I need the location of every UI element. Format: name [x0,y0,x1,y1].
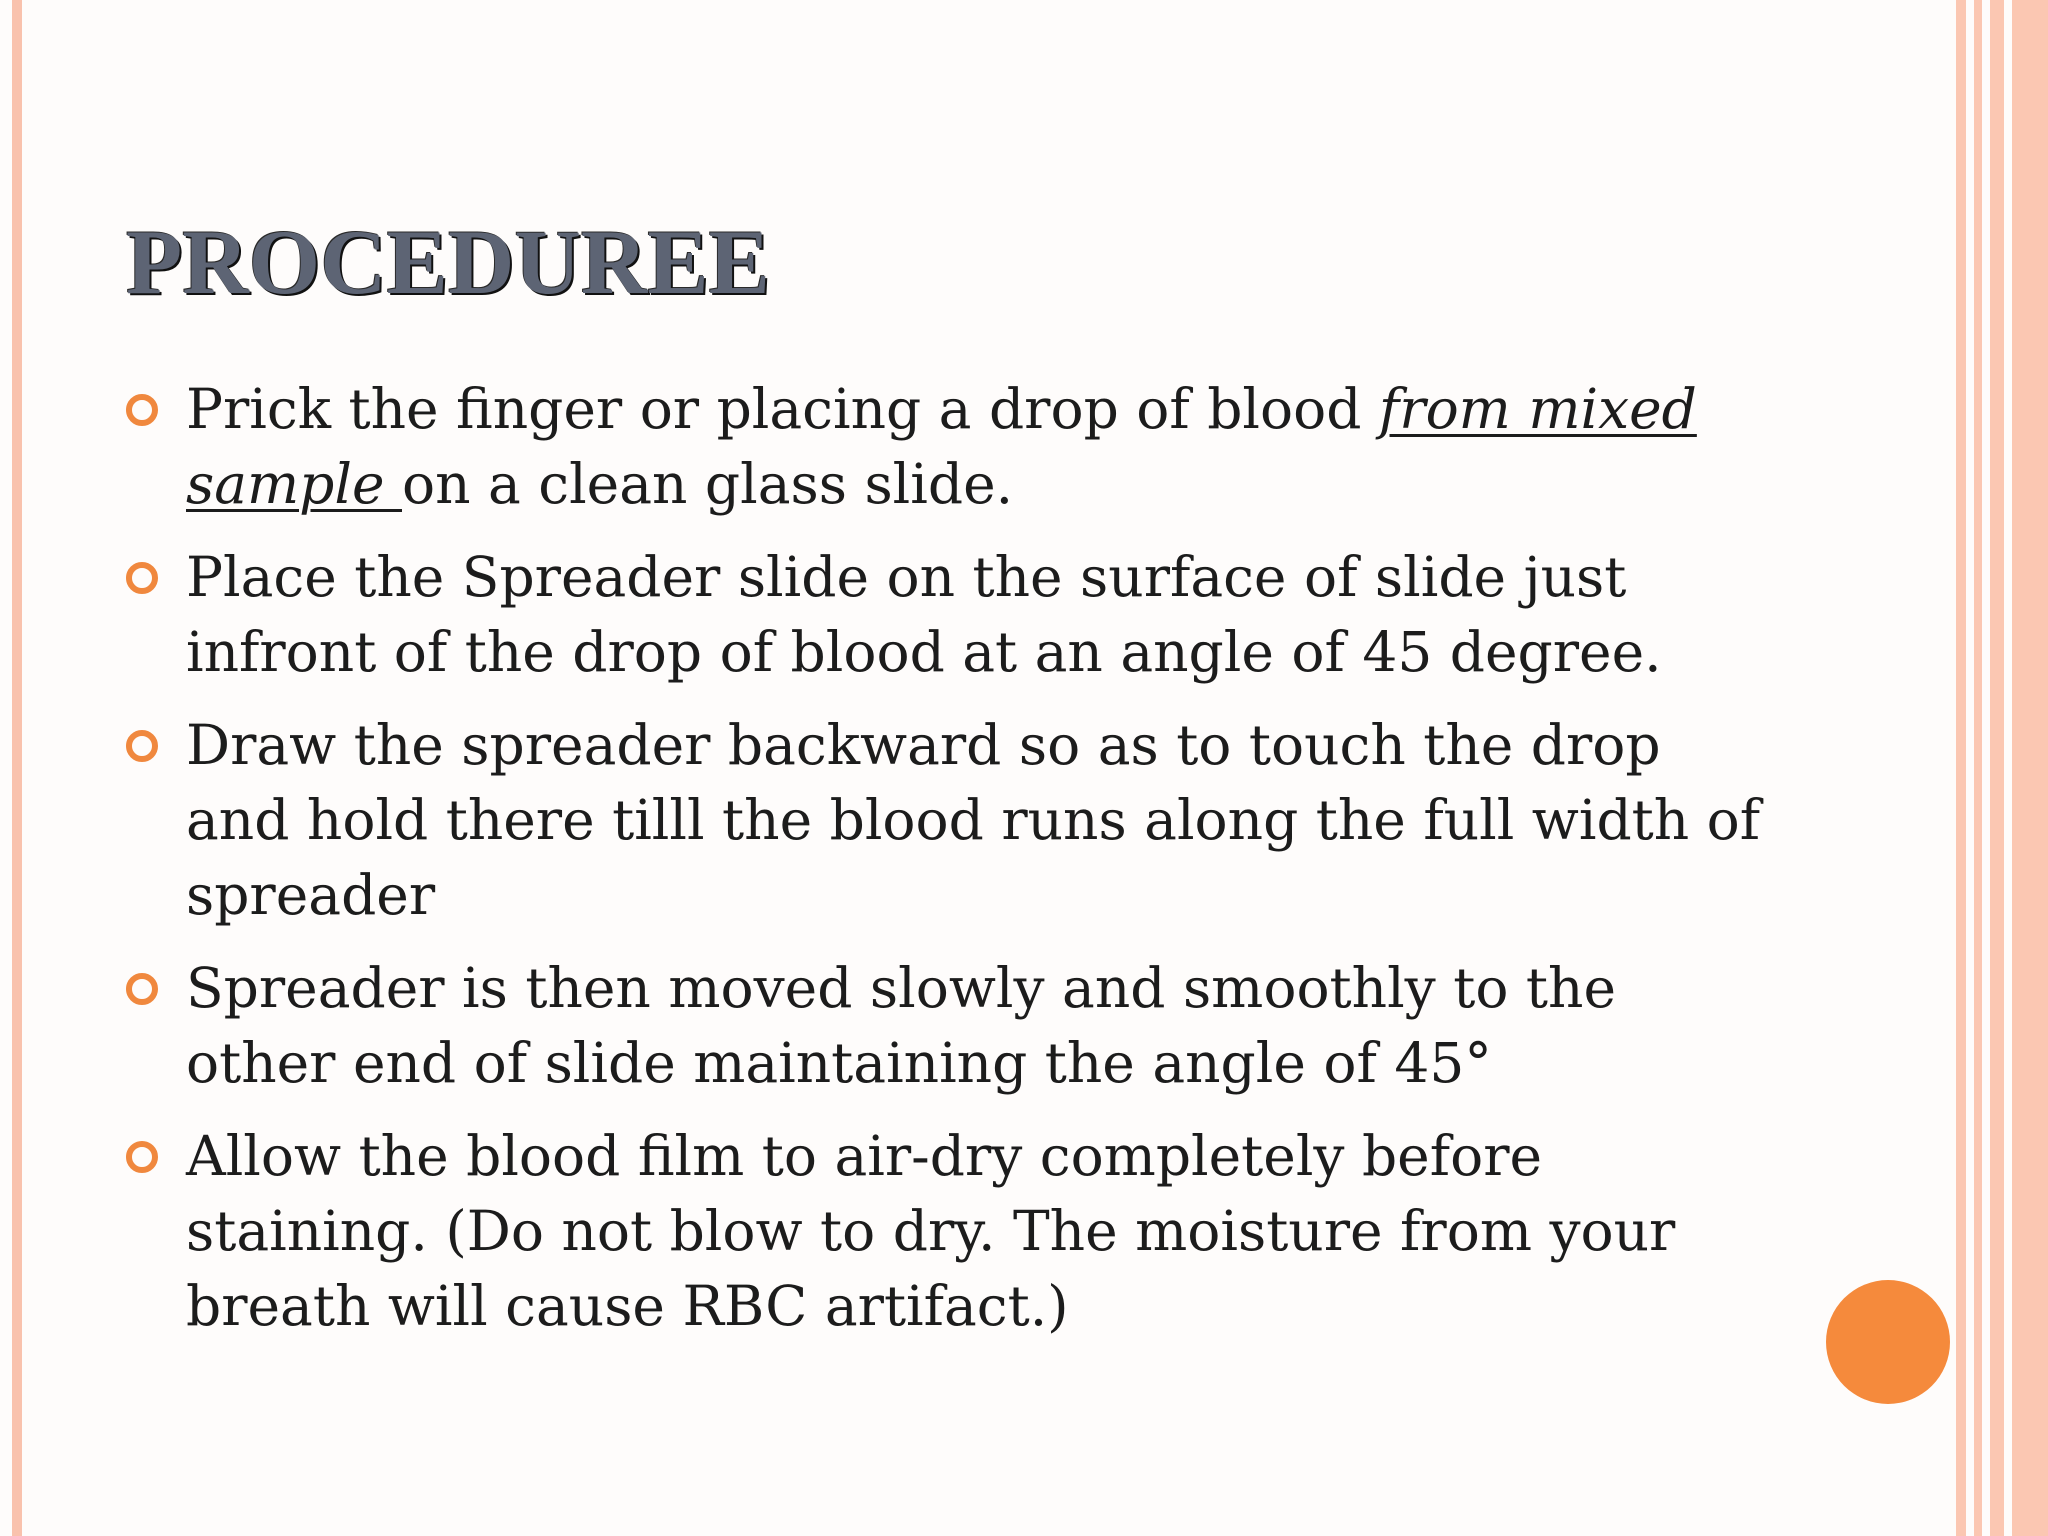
right-border-stripe-3 [1990,0,2004,1536]
bullet-item-1 [126,372,1766,522]
orange-circle-decoration [1826,1280,1950,1404]
hollow-circle-bullet-icon [126,1141,158,1173]
hollow-circle-bullet-icon [126,730,158,762]
right-border-stripe-4 [2012,0,2048,1536]
bullet-item-5 [126,1119,1766,1344]
hollow-circle-bullet-icon [126,394,158,426]
right-border-stripe-2 [1974,0,1982,1536]
bullet-item-4 [126,951,1766,1101]
hollow-circle-bullet-icon [126,973,158,1005]
bullet-text: Allow the blood film to air-dry completely before staining. (Do not blow to dry. The moisture from your breath will cause RBC artifact.) [186,1124,1676,1338]
bullet-list [126,372,1766,1362]
hollow-circle-bullet-icon [126,562,158,594]
bullet-item-2 [126,540,1766,690]
bullet-text: Draw the spreader backward so as to touch the drop and hold there tilll the blood runs along the full width of spreader [186,713,1761,927]
left-border-bar [12,0,22,1536]
right-border-stripe-1 [1956,0,1966,1536]
slide-title: PROCEDUREE [126,211,771,313]
bullet-text: Place the Spreader slide on the surface of slide just infront of the drop of blood at an angle of 45 degree. [186,545,1662,684]
bullet-text: Prick the finger or placing a drop of blood [186,377,1379,441]
bullet-emphasis: from mixed sample [186,377,1697,516]
bullet-text: Spreader is then moved slowly and smoothly to the other end of slide maintaining the angle of 45° [186,956,1616,1095]
bullet-text-after: on a clean glass slide. [402,452,1014,516]
bullet-item-3 [126,708,1766,933]
